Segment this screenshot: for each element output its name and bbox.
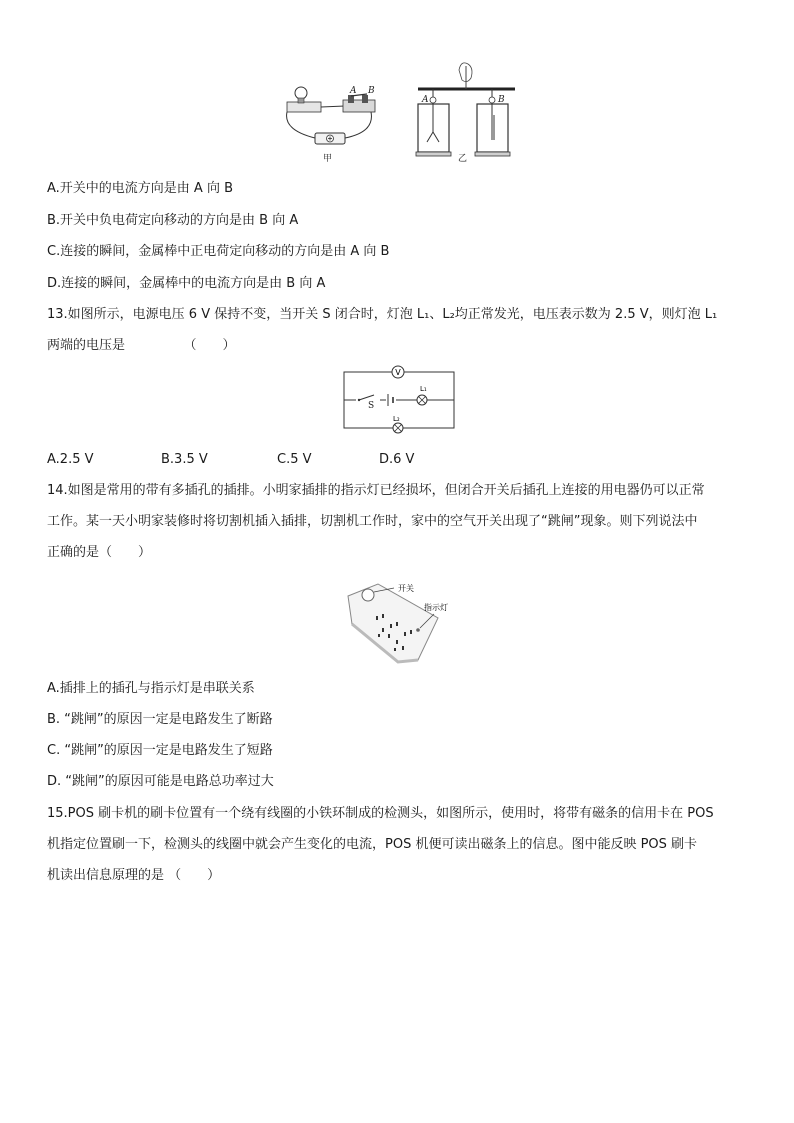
label-a-yi: A [422, 95, 429, 105]
q12-option-c[interactable]: C.连接的瞬间，金属棒中正电荷定向移动的方向是由 A 向 B [47, 244, 390, 259]
battery-cell-icon [386, 393, 396, 407]
label-a-jia: A [350, 86, 357, 96]
q13-option-a[interactable]: A.2.5 V [47, 452, 94, 467]
figure-q14-power-strip [338, 578, 458, 668]
figure-q12 [275, 60, 525, 166]
switch-s-label: S [368, 401, 375, 411]
q12-option-a[interactable]: A.开关中的电流方向是由 A 向 B [47, 181, 234, 196]
q14-option-b[interactable]: B. “跳闸”的原因一定是电路发生了断路 [47, 712, 273, 727]
lamp-l1-label: L₁ [420, 385, 427, 393]
voltmeter-icon [392, 366, 404, 378]
indicator-label: 指示灯 [424, 603, 448, 612]
lamp-l1-icon [417, 385, 427, 405]
lamp-l2-icon [393, 415, 403, 433]
bulb-icon [295, 87, 307, 99]
q14-option-a[interactable]: A.插排上的插孔与指示灯是串联关系 [47, 681, 255, 696]
switch-label: 开关 [398, 584, 414, 593]
caption-yi: 乙 [458, 154, 468, 164]
q12-option-d[interactable]: D.连接的瞬间，金属棒中的电流方向是由 B 向 A [47, 276, 326, 291]
voltmeter-label: V [395, 368, 401, 377]
q14-stem-line3: 正确的是（ ） [47, 545, 152, 560]
q13-option-b[interactable]: B.3.5 V [161, 452, 208, 467]
q14-option-c[interactable]: C. “跳闸”的原因一定是电路发生了短路 [47, 743, 273, 758]
indicator-light-icon [416, 628, 420, 632]
label-b-jia: B [368, 86, 375, 96]
q13-option-d[interactable]: D.6 V [379, 452, 415, 467]
q14-stem-line1: 14.如图是常用的带有多插孔的插排。小明家插排的指示灯已经损坏，但闭合开关后插孔上连接的用电器仍可以正常 [47, 483, 705, 498]
q15-stem-line2: 机指定位置刷一下，检测头的线圈中就会产生变化的电流，POS 机便可读出磁条上的信息。图中能反映 POS 刷卡 [47, 837, 698, 852]
q12-option-b[interactable]: B.开关中负电荷定向移动的方向是由 B 向 A [47, 213, 299, 228]
label-b-yi: B [498, 95, 505, 105]
circuit-jia [287, 86, 375, 164]
q15-stem-line1: 15.POS 刷卡机的刷卡位置有一个绕有线圈的小铁环制成的检测头，如图所示，使用时，将带有磁条的信用卡在 POS [47, 806, 714, 821]
q13-option-c[interactable]: C.5 V [277, 452, 312, 467]
q14-stem-line2: 工作。某一天小明家装修时将切割机插入插排，切割机工作时，家中的空气开关出现了“跳闸”现象。则下列说法中 [47, 514, 698, 529]
electroscopes-yi [416, 63, 515, 164]
caption-jia: 甲 [323, 154, 333, 164]
q15-stem-line3: 机读出信息原理的是 （ ） [47, 868, 221, 883]
switch-s-icon [356, 395, 380, 411]
q13-stem-line2: 两端的电压是 （ ） [47, 338, 236, 353]
switch-button-icon [362, 589, 374, 601]
q14-option-d[interactable]: D. “跳闸”的原因可能是电路总功率过大 [47, 774, 274, 789]
lamp-l2-label: L₂ [393, 415, 400, 423]
q13-stem-line1: 13.如图所示，电源电压 6 V 保持不变，当开关 S 闭合时，灯泡 L₁、L₂均正常发光，电压表示数为 2.5 V，则灯泡 L₁ [47, 307, 718, 322]
figure-q13-circuit [340, 362, 458, 436]
